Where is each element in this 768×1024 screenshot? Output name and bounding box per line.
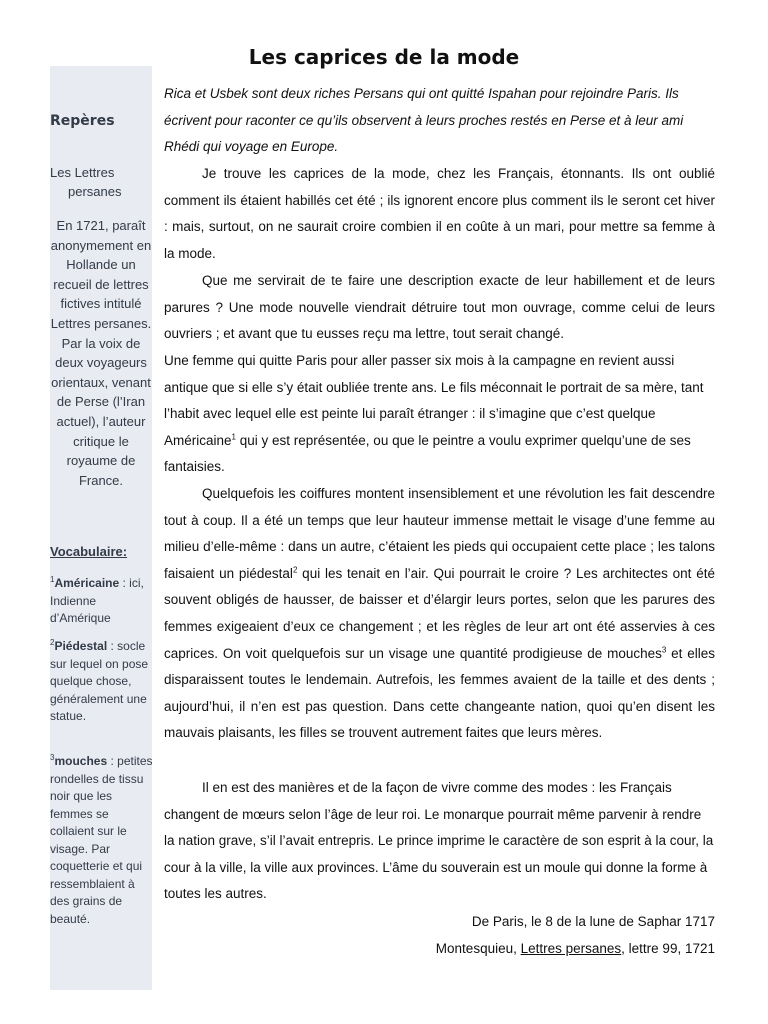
source-author: Montesquieu, [435, 941, 521, 956]
vocab-note-number: 2 [50, 638, 55, 647]
paragraph-text: Quelquefois les coiffures montent insensiblement et une révolution les fait descendre tout à coup. Il a été un temps que leur hauteur immense mettait le visage d’une femme au milieu d’elle-même : dans un autre, c’étaient les pieds qui occupaient cette place ; les talons faisaient un piédestal [164, 486, 715, 581]
source-details: , lettre 99, 1721 [621, 941, 715, 956]
footnote-marker: 2 [292, 565, 298, 575]
vocabulary-heading: Vocabulaire: [50, 544, 128, 559]
body-paragraph-2: Que me servirait de te faire une description exacte de leur habillement et de leurs parures ? Une mode nouvelle viendrait détruire tout mon ouvrage, comme celui de leurs ouvriers ; et avant que tu eusses reçu ma lettre, tout serait changé. [164, 273, 715, 342]
intro-paragraph: Rica et Usbek sont deux riches Persans qui ont quitté Ispahan pour rejoindre Paris. Ils écrivent pour raconter ce qu’ils observent à leurs proches restés en Perse et à leur ami Rhédi qui voyage en Europe. [164, 86, 684, 155]
vocab-note-number: 1 [50, 575, 55, 584]
vocab-note-2 [50, 634, 154, 726]
letter-date: De Paris, le 8 de la lune de Saphar 1717 [471, 914, 715, 929]
vocab-note-definition: : petites rondelles de tissu noir que les femmes se collaient sur le visage. Par coquetterie et qui ressemblaient à des grains de beauté. [50, 754, 153, 926]
paragraph-text: qui y est représentée, ou que le peintre a voulu exprimer quelqu’une de ses fantaisies. [164, 432, 691, 475]
footnote-marker: 3 [661, 645, 667, 655]
body-paragraph-3 [164, 348, 715, 481]
body-paragraph-1: Je trouve les caprices de la mode, chez les Français, étonnants. Ils ont oublié comment ils étaient habillés cet été ; ils ignorent encore plus comment ils le seront cet hiver : mais, surtout, on ne saurait croire combien il en coûte à un mari, pour mettre sa femme à la mode. [164, 166, 715, 261]
paragraph-text: Une femme qui quitte Paris pour aller passer six mois à la campagne en revient aussi antique que si elle s’y était oubliée trente ans. Le fils méconnait le portrait de sa mère, tant l’habit avec lequel elle est peinte lui paraît étranger : il s’imagine que c’est quelque Américaine [164, 353, 704, 448]
source-work-title: Lettres persanes [520, 941, 622, 956]
source-citation [436, 936, 715, 963]
vocab-note-term: Américaine [54, 576, 120, 590]
sidebar-subheading [50, 163, 150, 201]
sidebar-subheading-line1: Les Lettres [50, 165, 115, 180]
sidebar-subheading-line2: persanes [68, 184, 122, 199]
vocab-note-number: 3 [50, 753, 55, 762]
sidebar-heading: Repères [50, 113, 115, 129]
page-title: Les caprices de la mode [248, 45, 520, 69]
vocab-note-1 [50, 571, 154, 628]
vocab-note-term: mouches [54, 754, 108, 768]
sidebar-paragraph: En 1721, paraît anonymement en Hollande un recueil de lettres fictives intitulé Lettres persanes. Par la voix de deux voyageurs orientaux, venant de Perse (l’Iran actuel), l’auteur critique le royaume de France. [50, 218, 152, 488]
vocab-note-term: Piédestal [54, 639, 108, 653]
vocab-note-definition: : socle sur lequel on pose quelque chose, généralement une statue. [50, 639, 149, 723]
paragraph-text: et elles disparaissent toutes le lendemain. Autrefois, les femmes avaient de la taille et des dents ; aujourd’hui, il n’en est pas question. Dans cette changeante nation, quoi qu’en disent les mauvais plaisants, les filles se trouvent autrement faites que leurs mères. [164, 645, 715, 741]
vocab-note-3 [50, 749, 154, 928]
paragraph-text: qui les tenait en l’air. Qui pourrait le croire ? Les architectes ont été souvent obligés de hausser, de baisser et d’élargir leurs portes, selon que les parures des femmes exigeaient d’eux ce changement ; et les règles de leur art ont été asservies à ces caprices. On voit quelquefois sur un visage une quantité prodigieuse de mouches [164, 565, 715, 661]
body-paragraph-5: Il en est des manières et de la façon de vivre comme des modes : les Français changent de mœurs selon l’âge de leur roi. Le monarque pourrait même parvenir à rendre la nation grave, s’il l’avait entrepris. Le prince imprime le caractère de son esprit à la cour, la cour à la ville, la ville aux provinces. L’âme du souverain est un moule qui donne la forme à toutes les autres. [164, 780, 714, 902]
vocab-note-definition: : ici, Indienne d’Amérique [50, 576, 144, 625]
body-paragraph-4 [164, 481, 715, 747]
footnote-marker: 1 [231, 432, 236, 442]
